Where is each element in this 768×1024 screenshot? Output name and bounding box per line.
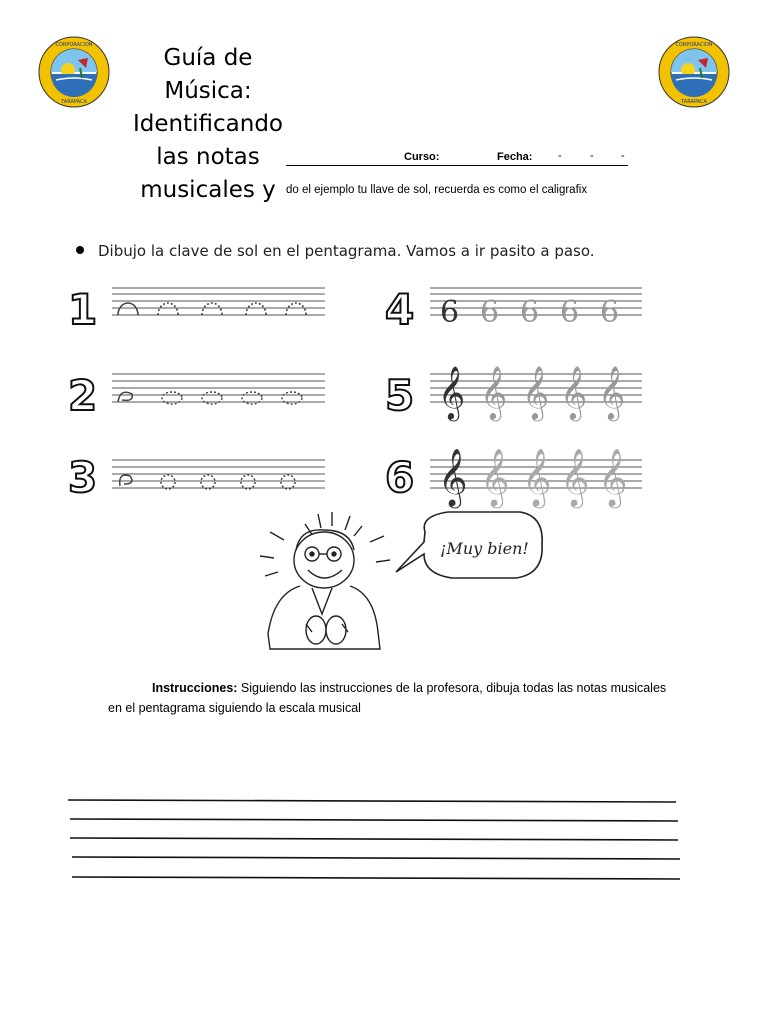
blank-staff[interactable] [60,790,690,890]
fecha-dash: - [621,150,625,162]
title-line: musicales y [140,177,276,203]
title-line: Identificando [133,111,283,137]
step-number: 1 [68,285,98,334]
staff-step-3 [112,460,325,488]
svg-text:TARAPACA: TARAPACA [681,99,707,105]
school-logo-right [658,36,730,108]
svg-text:6: 6 [440,295,460,330]
svg-text:CORPORACION: CORPORACION [675,42,713,48]
step-number: 6 [385,453,415,502]
svg-text:6: 6 [600,295,620,330]
speech-bubble-text: ¡Muy bien! [440,539,529,558]
clef-full-6 [438,448,628,509]
svg-text:𝄞: 𝄞 [598,448,628,506]
name-underline [286,165,628,166]
spiral-guides [120,475,295,489]
arc-guides [118,303,306,315]
staff-step-2 [112,374,325,402]
teacher-cartoon [260,512,390,649]
six-shapes [440,295,619,330]
instructions-text: Siguiendo las instrucciones de la profesora, dibuja todas las notas musicales en el pentagrama siguiendo la escala musical [108,681,667,715]
svg-text:CORPORACION: CORPORACION [55,42,93,48]
svg-text:6: 6 [520,295,540,330]
staff-line [72,857,680,859]
instructions [108,678,668,718]
cut-instruction-text: do el ejemplo tu llave de sol, recuerda es como el caligrafix [286,184,588,196]
svg-text:𝄞: 𝄞 [522,448,552,506]
svg-text:𝄞: 𝄞 [438,365,466,419]
title-line: las notas [156,144,260,170]
svg-text:𝄞: 𝄞 [598,365,626,419]
step-number: 4 [385,285,415,334]
worksheet-image [60,224,660,664]
svg-text:𝄞: 𝄞 [560,448,590,506]
step-number: 2 [68,371,98,420]
school-logo-left [38,36,110,108]
title-line: Música: [164,78,252,104]
svg-text:TARAPACA: TARAPACA [61,99,87,105]
title-line: Guía de [163,45,253,71]
step-number: 3 [68,453,98,502]
curso-label: Curso: [404,151,440,163]
svg-text:𝄞: 𝄞 [522,365,550,419]
svg-text:𝄞: 𝄞 [560,365,588,419]
staff-line [72,877,680,879]
svg-text:𝄞: 𝄞 [438,448,468,506]
clef-partials-5 [438,365,625,421]
fecha-label: Fecha: [497,151,533,163]
fecha-dash: - [558,150,562,162]
staff-line [68,800,676,802]
page-title [108,42,308,214]
bullet-dot [76,246,84,254]
bullet-text: Dibujo la clave de sol en el pentagrama. Vamos a ir pasito a paso. [98,242,595,260]
speech-bubble [396,512,542,578]
svg-text:6: 6 [560,295,580,330]
svg-text:6: 6 [480,295,500,330]
staff-line [70,838,678,840]
staff-step-1 [112,288,325,315]
instructions-label: Instrucciones: [152,681,238,695]
svg-text:𝄞: 𝄞 [480,365,508,419]
staff-line [70,819,678,821]
fecha-dash: - [590,150,594,162]
svg-text:𝄞: 𝄞 [480,448,510,506]
step-number: 5 [385,371,415,420]
